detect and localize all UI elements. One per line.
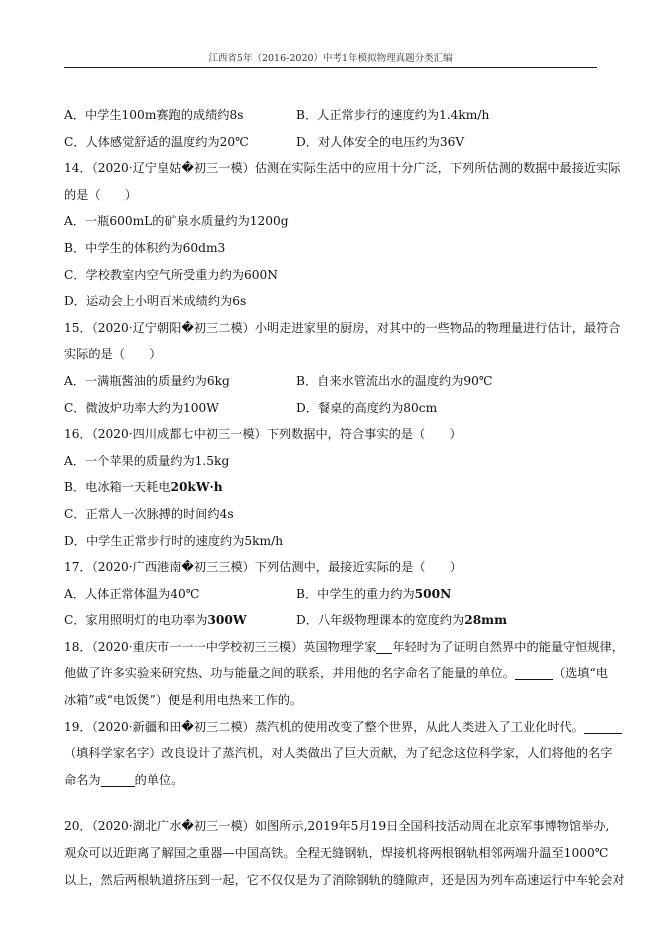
q15-options-row-2: [64, 395, 599, 422]
q18-text-3: 他做了许多实验来研究热、功与能量之间的联系，并用他的名字命名了能量的单位。: [64, 666, 515, 681]
q19-line-2: （填科学家名字）改良设计了蒸汽机，对人类做出了巨大贡献，为了纪念这位科学家，人们将他的名字: [64, 746, 613, 761]
q17-option-c-value: 300W: [207, 613, 247, 628]
q19-text-1: 19．（2020·新疆和田�初三二模）蒸汽机的使用改变了整个世界，从此人类进入了工业化时代。: [64, 719, 584, 734]
q14-option-a[interactable]: A．一瓶600mL的矿泉水质量约为1200g: [64, 214, 289, 229]
q15-option-b[interactable]: B．自来水管流出水的温度约为90℃: [296, 373, 493, 388]
q19-text-4: 的单位。: [134, 772, 184, 787]
page-header: 江西省5年（2016-2020）中考1年模拟物理真题分类汇编: [64, 50, 597, 68]
q15-option-c[interactable]: C．微波炉功率大约为100W: [64, 400, 219, 415]
q17-option-d-value: 28mm: [464, 613, 507, 628]
q14-option-b[interactable]: B．中学生的体积约为60dm3: [64, 240, 226, 255]
q17-option-a[interactable]: A．人体正常体温为40℃: [64, 586, 200, 601]
q13-options-row-1: [64, 102, 599, 129]
q13-options-row-2: [64, 129, 599, 156]
q16-stem-line-1: 16．（2020·四川成都七中初三一模）下列数据中，符合事实的是（ ）: [64, 427, 462, 442]
q14-stem-line-1: 14．（2020·辽宁皇姑�初三一模）估测在实际生活中的应用十分广泛，下列所估测的数据中最接近实际: [64, 161, 621, 176]
q16-option-b-value: 20kW·h: [170, 480, 223, 495]
q16-option-b[interactable]: [64, 474, 599, 501]
q16-option-d[interactable]: D．中学生正常步行时的速度约为5km/h: [64, 533, 284, 548]
q17-option-b-text: B．中学生的重力约为: [296, 586, 415, 601]
q15-stem-line-2: 实际的是（ ）: [64, 347, 162, 362]
q16-option-b-text: B．电冰箱一天耗电: [64, 480, 171, 495]
q17-option-d-text: D．八年级物理课本的宽度约为: [296, 613, 465, 628]
q16-option-a[interactable]: A．一个苹果的质量约为1.5kg: [64, 453, 230, 468]
q20-line-2: 观众可以近距离了解国之重器—中国高铁。全程无缝钢轨，焊接机将两根钢轨相邻两端升温至1000℃: [64, 846, 609, 861]
q18-line-1: [64, 634, 624, 661]
q19-line-1: [64, 714, 599, 741]
q19-blank-2[interactable]: [101, 772, 135, 787]
question-content: [64, 102, 625, 893]
q18-blank-2[interactable]: [515, 665, 553, 680]
q13-option-c[interactable]: C．人体感觉舒适的温度约为20℃: [64, 134, 249, 149]
q15-option-d[interactable]: D．餐桌的高度约为80cm: [296, 400, 438, 415]
q17-options-row-1: [64, 581, 599, 608]
q18-text-4: （选填“电: [552, 666, 608, 681]
q15-stem-line-1: 15．（2020·辽宁朝阳�初三二模）小明走进家里的厨房，对其中的一些物品的物理量进行估计，最符合: [64, 320, 621, 335]
q14-option-c[interactable]: C．学校教室内空气所受重力约为600N: [64, 267, 278, 282]
q18-blank-1[interactable]: [376, 639, 392, 654]
q13-option-b[interactable]: B．人正常步行的速度约为1.4km/h: [296, 108, 490, 122]
q19-line-3: [64, 767, 599, 794]
q19-blank-1[interactable]: [584, 719, 622, 734]
q18-text-2: 年轻时为了证明自然界中的能量守恒规律，: [392, 639, 624, 654]
q19-text-3: 命名为: [64, 772, 101, 787]
q13-option-a[interactable]: A．中学生100m赛跑的成绩约8s: [64, 108, 244, 122]
q20-line-1: 20．（2020·湖北广水�初三一模）如图所示,2019年5月19日全国科技活动周在北京军事博物馆举办,: [64, 819, 610, 834]
q15-options-row-1: [64, 368, 599, 395]
q14-stem-line-2: 的是（ ）: [64, 187, 138, 202]
q15-option-a[interactable]: A．一满瓶酱油的质量约为6kg: [64, 373, 230, 388]
q17-stem-line-1: 17．（2020·广西港南�初三三模）下列估测中，最接近实际的是（ ）: [64, 560, 463, 575]
q18-text-1: 18．（2020·重庆市一一一中学校初三三模）英国物理学家: [64, 639, 377, 654]
q17-option-c[interactable]: [64, 607, 296, 634]
q17-option-c-text: C．家用照明灯的电功率为: [64, 613, 208, 628]
q20-line-3: 以上，然后两根轨道挤压到一起，它不仅仅是为了消除钢轨的缝隙声，还是因为列车高速运行中车轮会对: [64, 872, 625, 887]
q17-options-row-2: [64, 607, 599, 634]
q17-option-b[interactable]: [296, 581, 599, 608]
q16-option-c[interactable]: C．正常人一次脉搏的时间约4s: [64, 506, 234, 521]
q17-option-d[interactable]: [296, 607, 599, 634]
paragraph-gap: [64, 793, 599, 813]
q18-line-2: [64, 660, 608, 687]
q17-option-b-value: 500N: [414, 586, 452, 601]
q13-option-d[interactable]: D．对人体安全的电压约为36V: [296, 134, 465, 149]
q14-option-d[interactable]: D．运动会上小明百米成绩约为6s: [64, 294, 247, 309]
q18-line-3: 冰箱”或“电饭煲”）便是利用电热来工作的。: [64, 693, 303, 708]
